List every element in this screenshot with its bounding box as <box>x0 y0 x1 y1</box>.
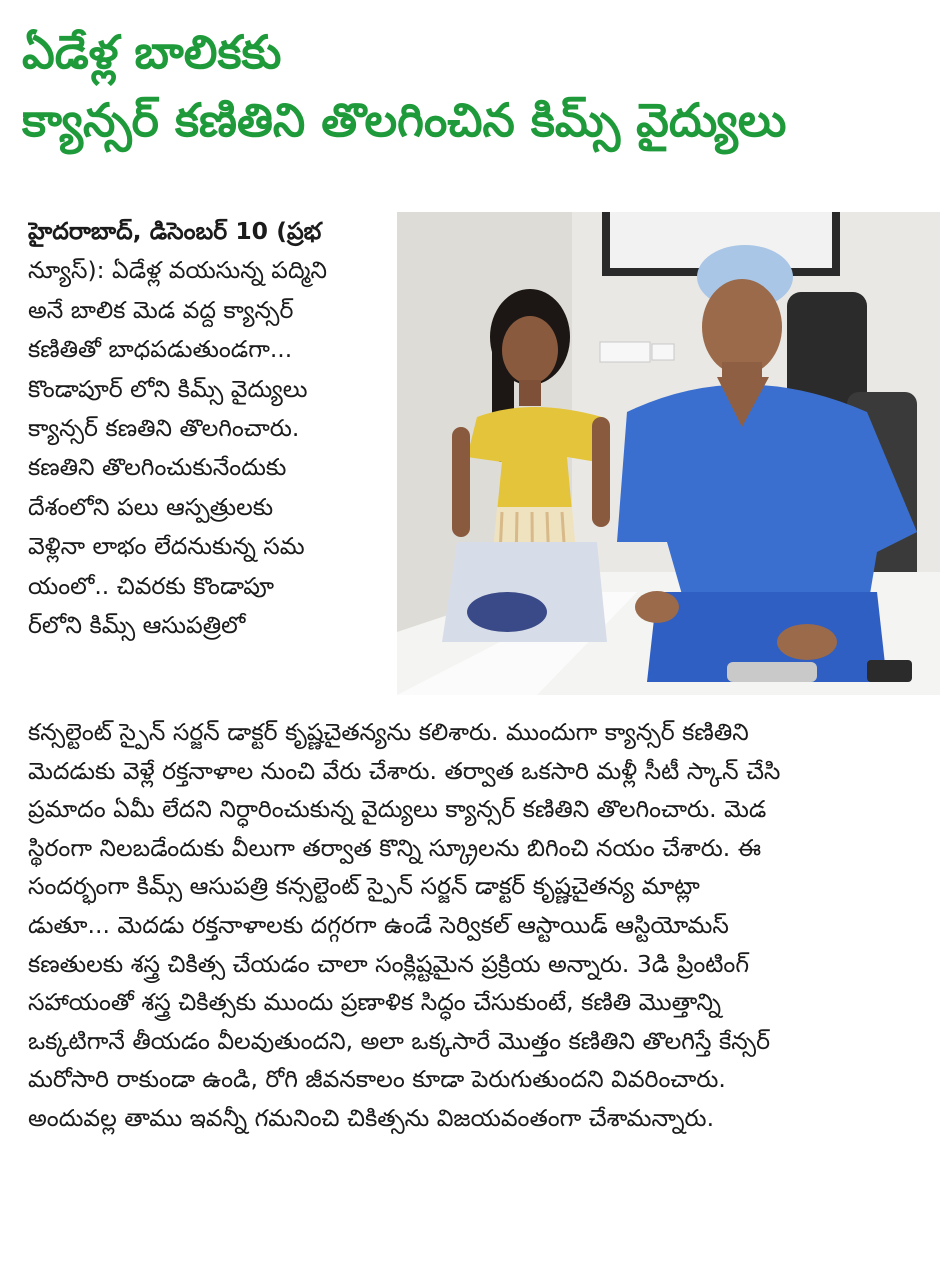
article-line: న్యూస్): ఏడేళ్ల వయసున్న పద్మిని <box>28 256 327 285</box>
article-line: సందర్భంగా కిమ్స్ ఆసుపత్రి కన్సల్టెంట్ స్పైన్ సర్జన్ డాక్టర్ కృష్ణచైతన్య మాట్లా <box>28 872 700 901</box>
article-line: కణతులకు శస్త్ర చికిత్స చేయడం చాలా సంక్లిష్టమైన ప్రక్రియ అన్నారు. 3డి ప్రింటింగ్ <box>28 949 750 978</box>
article-line: యంలో.. చివరకు కొండాపూ <box>28 571 274 600</box>
article-line: కొండాపూర్ లోని కిమ్స్ వైద్యులు <box>28 374 308 403</box>
photo-girl-and-surgeon-icon <box>397 212 940 695</box>
article-photo <box>397 212 940 695</box>
headline-line-1: ఏడేళ్ల బాలికకు <box>22 25 282 79</box>
article-line: మెదడుకు వెళ్లే రక్తనాళాల నుంచి వేరు చేశారు. తర్వాత ఒకసారి మళ్లీ సీటీ స్కాన్ చేసి <box>28 756 781 785</box>
article-line: ప్రమాదం ఏమీ లేదని నిర్ధారించుకున్న వైద్యులు క్యాన్సర్ కణితిని తొలగించారు. మెడ <box>28 795 767 824</box>
article-line: అనే బాలిక మెడ వద్ద క్యాన్సర్ <box>28 295 294 324</box>
article-line: హైదరాబాద్, డిసెంబర్ 10 (ప్రభ <box>28 217 322 245</box>
article-line: మరోసారి రాకుండా ఉండి, రోగి జీవనకాలం కూడా పెరుగుతుందని వివరించారు. <box>28 1065 726 1094</box>
article-wide-column <box>28 713 938 1138</box>
article-line: సహాయంతో శస్త్ర చికిత్సకు ముందు ప్రణాళిక సిద్ధం చేసుకుంటే, కణితి మొత్తాన్ని <box>28 988 722 1017</box>
headline-line-2: క్యాన్సర్ కణితిని తొలగించిన కిమ్స్ వైద్యులు <box>22 93 787 147</box>
article-line: వెళ్లినా లాభం లేదనుకున్న సమ <box>28 532 305 561</box>
article-line: అందువల్ల తాము ఇవన్నీ గమనించి చికిత్సను విజయవంతంగా చేశామన్నారు. <box>28 1103 715 1132</box>
article-line: దేశంలోని పలు ఆస్పత్రులకు <box>28 492 274 521</box>
article-line: క్యాన్సర్ కణతిని తొలగించారు. <box>28 414 300 443</box>
article-line: కణతిని తొలగించుకునేందుకు <box>28 453 287 482</box>
headline <box>22 18 932 154</box>
article-line: కన్సల్టెంట్ స్పైన్ సర్జన్ డాక్టర్ కృష్ణచైతన్యను కలిశారు. ముందుగా క్యాన్సర్ కణితిని <box>28 718 749 746</box>
article-line: స్థిరంగా నిలబడేందుకు వీలుగా తర్వాత కొన్ని స్క్రూలను బిగించి నయం చేశారు. ఈ <box>28 833 762 862</box>
article-line: డుతూ... మెదడు రక్తనాళాలకు దగ్గరగా ఉండే సెర్వికల్ ఆస్టాయిడ్ ఆస్టియోమస్ <box>28 910 729 939</box>
article-line: ర్‌లోని కిమ్స్ ఆసుపత్రిలో <box>28 611 246 640</box>
article-line: కణితితో బాధపడుతుండగా... <box>28 335 293 364</box>
article-narrow-column <box>28 212 388 645</box>
article-line: ఒక్కటిగానే తీయడం వీలవుతుందని, అలా ఒక్కసారే మొత్తం కణితిని తొలగిస్తే కేన్సర్ <box>28 1026 771 1055</box>
